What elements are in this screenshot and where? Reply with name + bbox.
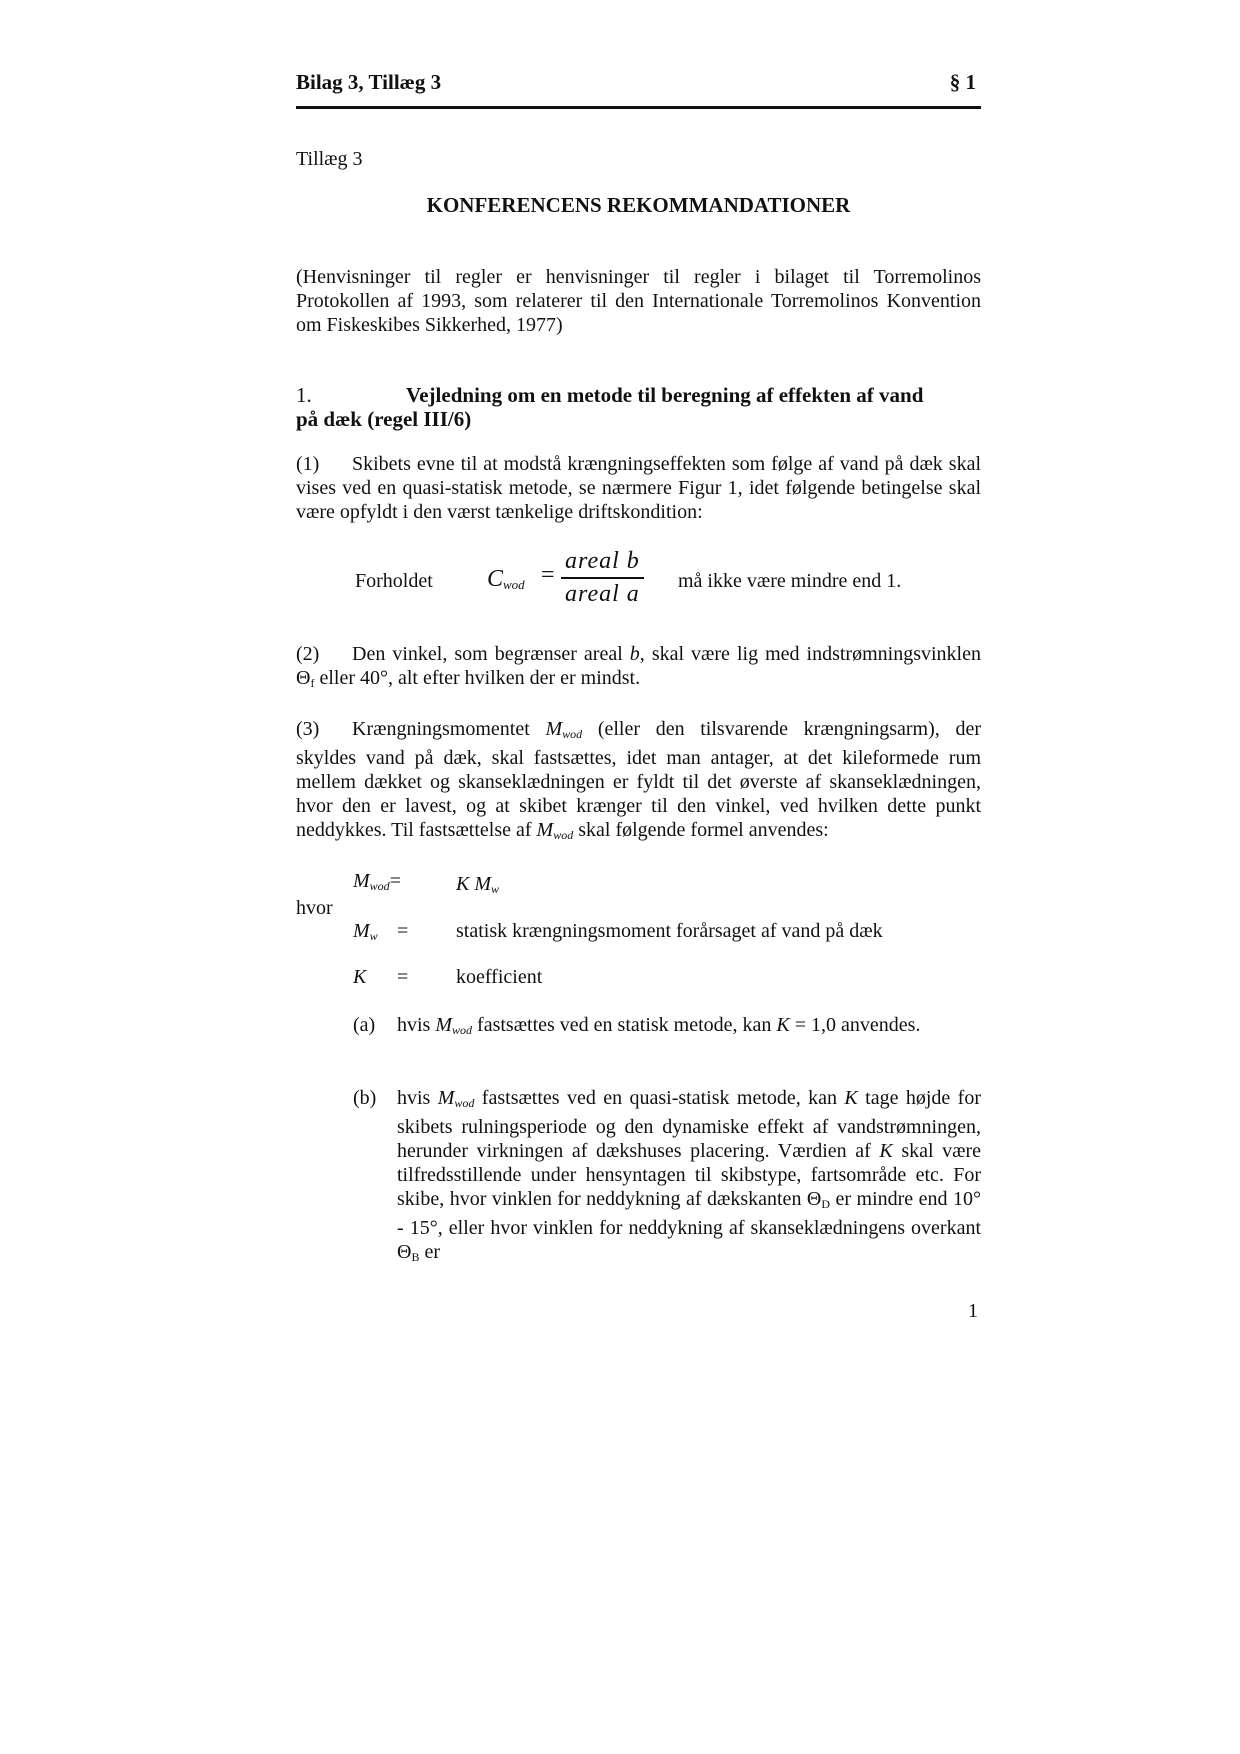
variable-M: M [435, 1014, 453, 1036]
item-text: fastsættes ved en statisk metode, kan [472, 1014, 777, 1036]
variable-M: M [353, 870, 370, 892]
subscript-w: w [369, 929, 378, 943]
where-label: hvor [296, 897, 333, 919]
formula-subscript: wod [503, 577, 525, 592]
paragraph-text: Skibets evne til at modstå krængningseffekten som følge af vand på dæk skal vises ved en quasi-statisk metode, se nærmere Figur 1, idet følgende betingelse skal være opfyldt i den værst tænkelige driftskondition: [296, 453, 981, 523]
item-text: hvis [397, 1087, 438, 1109]
formula-symbol-letter: C [487, 566, 504, 592]
variable-K: K [353, 966, 367, 988]
paragraph-text: skal følgende formel anvendes: [573, 819, 829, 841]
item-text: skal være tilfredsstillende under hensyntagen til skibstype, fartsområde etc. For skibe, hvor vinklen for neddykning af dækskanten Θ [397, 1140, 981, 1210]
variable-K: K [879, 1140, 893, 1162]
header-rule [296, 106, 981, 109]
formula-numerator: areal b [561, 548, 644, 579]
page-header [296, 70, 978, 100]
definition-K-lhs [353, 966, 366, 989]
paragraph-number: (3) [296, 718, 320, 740]
item-text: = 1,0 anvendes. [789, 1014, 921, 1036]
formula-lead: Forholdet [355, 570, 433, 592]
equals-sign: = [397, 966, 409, 988]
header-left: Bilag 3, Tillæg 3 [296, 70, 442, 94]
subscript-D: D [821, 1197, 831, 1211]
paragraph-number: (1) [296, 453, 320, 475]
definition-Mw-lhs [353, 920, 378, 944]
list-item-b [353, 1086, 981, 1264]
section-heading-line2: på dæk (regel III/6) [296, 407, 472, 431]
paragraph-text: , skal være lig med indstrømningsvinklen Θ [296, 643, 981, 689]
subscript-wod: wod [452, 1023, 473, 1037]
list-item-label: (a) [353, 1014, 376, 1036]
subscript-B: B [411, 1250, 420, 1264]
appendix-label: Tillæg 3 [296, 148, 363, 170]
list-item-text [397, 1086, 981, 1269]
subscript-wod: wod [562, 727, 583, 741]
paragraph-number: (2) [296, 643, 320, 665]
intro-paragraph: (Henvisninger til regler er henvisninger til regler i bilaget til Torremolinos Protokollen af 1993, som relaterer til den Internationale Torremolinos Konvention om Fiskeskibes Sikkerhed, 1977) [296, 266, 981, 336]
formula-denominator: areal a [565, 581, 640, 607]
subscript-wod: wod [553, 828, 574, 842]
header-section-mark: § 1 [949, 70, 976, 94]
variable-M: M [536, 819, 554, 841]
definition-K-text: koefficient [456, 966, 543, 988]
variable-M: M [437, 1087, 455, 1109]
paragraph-text: Den vinkel, som begrænser areal [352, 643, 630, 665]
variable-M: M [474, 873, 492, 895]
definition-Mw-text: statisk krængningsmoment forårsaget af vand på dæk [456, 920, 883, 942]
ratio-formula [355, 548, 975, 618]
variable-K: K [844, 1087, 858, 1109]
item-text: er [419, 1241, 441, 1263]
paragraph-1 [296, 452, 981, 524]
subscript-wod: wod [454, 1096, 475, 1110]
paragraph-text: (eller den tilsvarende krængningsarm), der skyldes vand på dæk, skal fastsættes, idet man antager, at det kileformede rum mellem dækket og skanseklædningen er fyldt til det øverste af skanseklædningen, hvor den er lavest, og at skibet krænger til den vinkel, ved hvilken dette punkt neddykkes. Til fastsættelse af [296, 718, 981, 841]
variable-M: M [545, 718, 563, 740]
variable-K: K [776, 1014, 790, 1036]
section-heading [296, 383, 981, 431]
variable-M: M [353, 920, 370, 942]
subscript-wod: wod [369, 879, 390, 893]
subscript-w: w [491, 882, 500, 896]
formula-tail: må ikke være mindre end 1. [678, 570, 902, 592]
equals-sign: = [389, 870, 401, 892]
paragraph-text: eller 40°, alt efter hvilken der er mindst. [314, 667, 641, 689]
section-heading-line1: Vejledning om en metode til beregning af effekten af vand [406, 383, 924, 407]
variable-b: b [629, 643, 640, 665]
formula-equals: = [541, 562, 555, 588]
document-title: KONFERENCENS REKOMMANDATIONER [426, 193, 851, 217]
item-text: tage højde for skibets rulningsperiode og den dynamiske effekt af vandstrømningen, herunder virkningen af dækshuses placering. Værdien af [397, 1087, 981, 1162]
item-text: hvis [397, 1014, 436, 1036]
equation-moment-rhs [456, 873, 499, 897]
list-item-a [353, 1013, 981, 1063]
item-text: er mindre end 10° - 15°, eller hvor vinklen for neddykning af skanseklædningens overkant Θ [397, 1188, 981, 1263]
formula-fraction [561, 548, 644, 608]
equals-sign: = [397, 920, 409, 942]
variable-K: K [456, 873, 470, 895]
section-number: 1. [296, 383, 312, 407]
list-item-label: (b) [353, 1087, 377, 1109]
paragraph-2 [296, 642, 981, 695]
paragraph-3 [296, 717, 981, 847]
page-number: 1 [968, 1300, 978, 1322]
formula-symbol [487, 566, 525, 593]
paragraph-text: Krængningsmomentet [352, 718, 546, 740]
subscript-f: f [310, 676, 315, 690]
equation-moment [353, 870, 401, 894]
list-item-text [397, 1013, 981, 1042]
item-text: fastsættes ved en quasi-statisk metode, kan [474, 1087, 845, 1109]
